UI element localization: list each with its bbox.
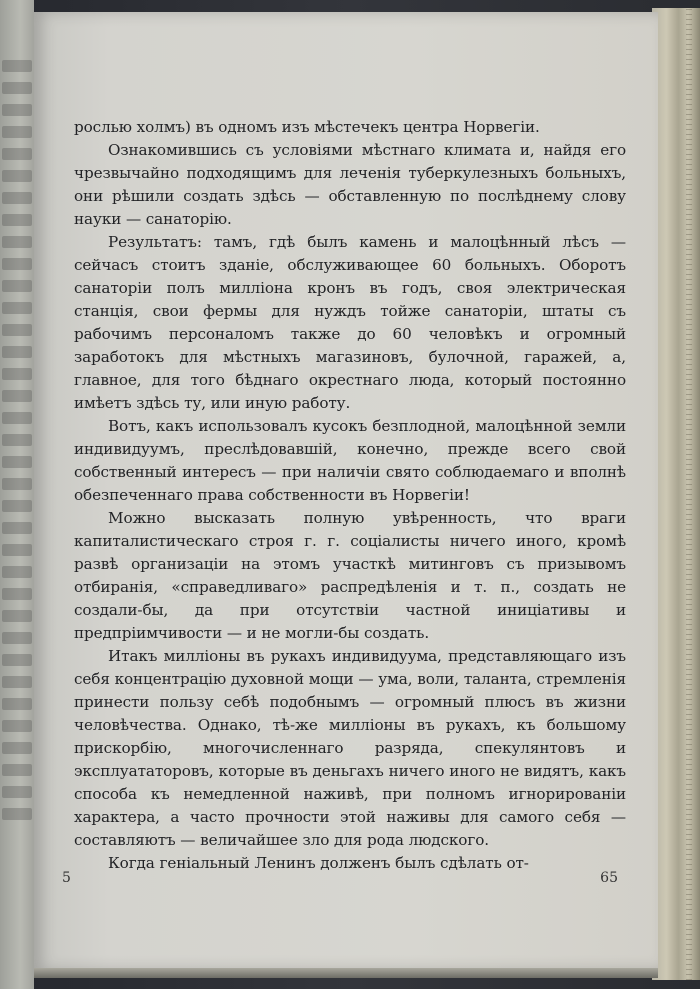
page-bottom-edge (34, 968, 658, 978)
paragraph-6: Когда геніальный Ленинъ долженъ былъ сдѣлать от- (108, 854, 529, 872)
body-text (74, 116, 626, 875)
paragraph-0: рослью холмъ) въ одномъ изъ мѣстечекъ центра Норвегіи. (74, 118, 540, 136)
paragraph-5: Итакъ милліоны въ рукахъ индивидуума, представляющаго изъ себя концентрацію духовной мощи — ума, воли, таланта, стремленія принести пользу себѣ подобнымъ — огромный плюсъ въ жизни человѣчества. Однако, тѣ-же милліоны въ рукахъ, къ большому прискорбію, многочисленнаго разряда, спекулянтовъ и эксплуататоровъ, которые въ деньгахъ ничего иного не видятъ, какъ способа къ немедленной наживѣ, при полномъ игнорированіи характера, а часто прочности этой наживы для самого себя — составляютъ — величайшее зло для рода людского. (74, 647, 626, 849)
previous-page-text-fragments (2, 60, 32, 830)
book-page (34, 12, 658, 970)
previous-page-edge (0, 0, 34, 989)
paragraph-1: Ознакомившись съ условіями мѣстнаго климата и, найдя его чрезвычайно подходящимъ для леченія туберкулезныхъ больныхъ, они рѣшили создать здѣсь — обставленную по послѣднему слову науки — санаторію. (74, 141, 626, 228)
stacked-page-edges (652, 8, 700, 980)
paragraph-3: Вотъ, какъ использовалъ кусокъ безплодной, малоцѣнной земли индивидуумъ, преслѣдовавшій, конечно, прежде всего свой собственный интересъ — при наличіи свято соблюдаемаго и вполнѣ обезпеченнаго права собственности въ Норвегіи! (74, 417, 626, 504)
signature-mark: 5 (62, 870, 71, 886)
paragraph-4: Можно высказать полную увѣренность, что враги капиталистическаго строя г. г. соціалисты ничего иного, кромѣ развѣ организаціи на этомъ участкѣ митинговъ съ призывомъ отбиранія, «справедливаго» распредѣленія и т. п., создать не создали-бы, да при отсутствіи частной иниціативы и предпріимчивости — и не могли-бы создать. (74, 509, 626, 642)
page-number: 65 (600, 870, 618, 886)
paragraph-2: Результатъ: тамъ, гдѣ былъ камень и малоцѣнный лѣсъ — сейчасъ стоитъ зданіе, обслуживающее 60 больныхъ. Оборотъ санаторіи полъ милліона кронъ въ годъ, своя электрическая станція, свои фермы для нуждъ тойже санаторіи, штаты съ рабочимъ персоналомъ также до 60 человѣкъ и огромный заработокъ для мѣстныхъ магазиновъ, булочной, гаражей, а, главное, для того бѣднаго окрестнаго люда, который постоянно имѣетъ здѣсь ту, или иную работу. (74, 233, 626, 412)
